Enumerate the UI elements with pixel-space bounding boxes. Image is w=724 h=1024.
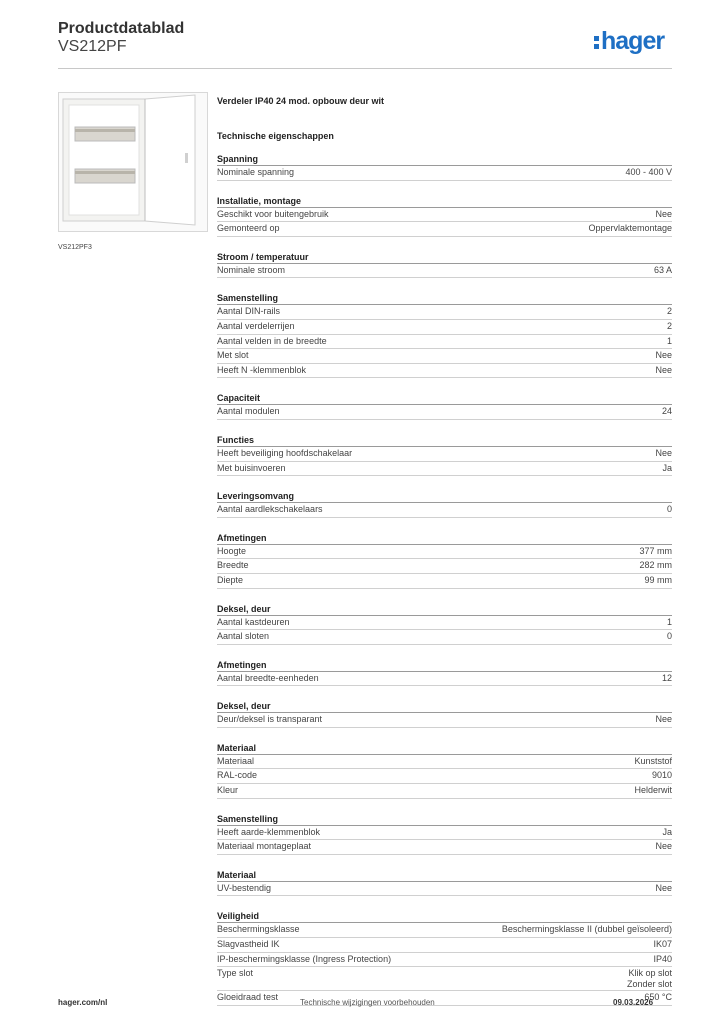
- spec-value: Nee: [655, 208, 672, 219]
- footer-note: Technische wijzigingen voorbehouden: [300, 998, 435, 1007]
- footer-date: 09.03.2026: [613, 998, 654, 1007]
- spec-label: Aantal sloten: [217, 631, 270, 642]
- spec-label: Aantal kastdeuren: [217, 616, 290, 627]
- spec-label: Aantal DIN-rails: [217, 306, 281, 317]
- spec-label: Nominale spanning: [217, 167, 295, 177]
- spec-label: Deur/deksel is transparant: [217, 714, 323, 725]
- spec-section: [217, 742, 672, 799]
- spec-section: [217, 910, 672, 1005]
- spec-value: 2: [666, 306, 672, 317]
- spec-value: Oppervlaktemontage: [588, 223, 672, 234]
- spec-label: Breedte: [217, 560, 249, 571]
- product-title: Verdeler IP40 24 mod. opbouw deur wit: [217, 96, 385, 106]
- spec-row: [217, 616, 672, 631]
- spec-section: [217, 490, 672, 518]
- spec-row: [217, 166, 672, 181]
- spec-label: Aantal verdelerrijen: [217, 320, 295, 331]
- spec-label: Kleur: [217, 785, 239, 796]
- spec-section: [217, 251, 672, 279]
- spec-row: [217, 769, 672, 784]
- spec-label: Aantal modulen: [217, 406, 280, 417]
- spec-section: [217, 659, 672, 687]
- spec-label: Hoogte: [217, 545, 247, 556]
- spec-section: [217, 869, 672, 897]
- product-code: VS212PF: [58, 38, 127, 55]
- product-photo: [58, 92, 208, 232]
- spec-row: [217, 991, 672, 1006]
- spec-label: Aantal aardlekschakelaars: [217, 504, 323, 515]
- spec-value: 282 mm: [639, 560, 672, 571]
- spec-row: [217, 826, 672, 841]
- spec-row: [217, 447, 672, 462]
- section-title: Veiligheid: [217, 910, 672, 923]
- spec-row: [217, 672, 672, 687]
- spec-section: [217, 153, 672, 181]
- spec-row: [217, 713, 672, 728]
- spec-row: [217, 503, 672, 518]
- spec-row: [217, 320, 672, 335]
- spec-sections: [217, 153, 672, 1006]
- spec-section: [217, 434, 672, 476]
- spec-row: [217, 840, 672, 855]
- spec-value: Nee: [655, 714, 672, 725]
- spec-value: Ja: [662, 462, 672, 473]
- section-title: Functies: [217, 434, 672, 447]
- spec-row: [217, 364, 672, 379]
- section-title: Samenstelling: [217, 813, 672, 826]
- logo-text: hager: [601, 27, 665, 55]
- spec-value: 24: [661, 406, 672, 417]
- spec-row: [217, 755, 672, 770]
- spec-value: Ja: [662, 826, 672, 837]
- spec-row: [217, 938, 672, 953]
- spec-row: [217, 462, 672, 477]
- distribution-board-image: [59, 93, 207, 231]
- spec-label: IP-beschermingsklasse (Ingress Protection): [217, 953, 392, 964]
- spec-row: [217, 953, 672, 968]
- section-title: Deksel, deur: [217, 603, 672, 616]
- spec-value: Helderwit: [634, 785, 672, 796]
- spec-section: [217, 603, 672, 645]
- spec-row: [217, 335, 672, 350]
- spec-value: 12: [661, 672, 672, 683]
- spec-row: [217, 305, 672, 320]
- spec-label: Gemonteerd op: [217, 223, 280, 234]
- spec-label: Diepte: [217, 574, 244, 585]
- spec-value: 63 A: [653, 264, 672, 275]
- spec-value: Kunststof: [634, 755, 672, 766]
- spec-value: 0: [666, 631, 672, 642]
- spec-value: Beschermingsklasse II (dubbel geïsoleerd): [501, 924, 672, 935]
- spec-value: Nee: [655, 447, 672, 458]
- section-title: Stroom / temperatuur: [217, 251, 672, 264]
- spec-label: Geschikt voor buitengebruik: [217, 208, 329, 219]
- spec-label: UV-bestendig: [217, 882, 272, 893]
- spec-value: 650 °C: [644, 992, 672, 1003]
- section-title: Afmetingen: [217, 532, 672, 545]
- spec-row: [217, 208, 672, 223]
- spec-section: [217, 392, 672, 420]
- tech-title: Technische eigenschappen: [217, 131, 334, 141]
- spec-label: Type slot: [217, 968, 254, 979]
- section-title: Leveringsomvang: [217, 490, 672, 503]
- spec-row: [217, 222, 672, 237]
- hager-logo: [594, 27, 664, 56]
- spec-value: 1: [666, 335, 672, 346]
- spec-value: 377 mm: [639, 545, 672, 556]
- spec-section: [217, 700, 672, 728]
- section-title: Deksel, deur: [217, 700, 672, 713]
- section-title: Materiaal: [217, 742, 672, 755]
- spec-label: Met slot: [217, 350, 249, 361]
- spec-label: Nominale stroom: [217, 264, 286, 275]
- spec-label: Aantal velden in de breedte: [217, 335, 327, 346]
- spec-section: [217, 813, 672, 855]
- spec-label: Materiaal montageplaat: [217, 841, 312, 852]
- spec-value: Nee: [655, 841, 672, 852]
- spec-label: Beschermingsklasse: [217, 924, 300, 935]
- photo-caption: VS212PF3: [58, 244, 92, 251]
- spec-value: Nee: [655, 350, 672, 361]
- spec-value: IK07: [653, 939, 672, 950]
- page-title: Productdatablad: [58, 20, 185, 37]
- spec-row: [217, 630, 672, 645]
- spec-value: IP40: [653, 953, 672, 964]
- spec-value: 0: [666, 504, 672, 515]
- footer-website: hager.com/nl: [58, 998, 108, 1007]
- spec-row: [217, 349, 672, 364]
- spec-value: 99 mm: [644, 574, 672, 585]
- spec-row: [217, 882, 672, 897]
- spec-label: RAL-code: [217, 770, 258, 781]
- section-title: Installatie, montage: [217, 195, 672, 208]
- spec-value: 9010: [651, 770, 672, 781]
- spec-label: Materiaal: [217, 755, 255, 766]
- spec-value: Nee: [655, 882, 672, 893]
- spec-row: [217, 405, 672, 420]
- spec-label: Met buisinvoeren: [217, 462, 286, 473]
- spec-row: [217, 784, 672, 799]
- spec-label: Gloeidraad test: [217, 992, 279, 1003]
- spec-content: [217, 96, 672, 1020]
- spec-value: 2: [666, 320, 672, 331]
- spec-row: [217, 264, 672, 279]
- spec-label: Heeft beveiliging hoofdschakelaar: [217, 447, 353, 458]
- spec-row: [217, 559, 672, 574]
- section-title: Materiaal: [217, 869, 672, 882]
- spec-section: [217, 292, 672, 378]
- header-divider: [58, 68, 672, 69]
- spec-value: 1: [666, 616, 672, 627]
- spec-value: Nee: [655, 364, 672, 375]
- spec-label: Heeft N -klemmenblok: [217, 364, 307, 375]
- spec-row: [217, 967, 672, 991]
- spec-row: [217, 923, 672, 938]
- spec-value: 400 - 400 V: [625, 167, 672, 177]
- logo-dots-icon: [594, 33, 599, 52]
- spec-label: Slagvastheid IK: [217, 939, 280, 950]
- spec-section: [217, 532, 672, 589]
- spec-label: Heeft aarde-klemmenblok: [217, 826, 321, 837]
- spec-row: [217, 574, 672, 589]
- section-title: Spanning: [217, 153, 672, 166]
- spec-value: Klik op slot Zonder slot: [626, 968, 672, 990]
- spec-row: [217, 545, 672, 560]
- section-title: Samenstelling: [217, 292, 672, 305]
- spec-section: [217, 195, 672, 237]
- spec-label: Aantal breedte-eenheden: [217, 672, 319, 683]
- section-title: Afmetingen: [217, 659, 672, 672]
- section-title: Capaciteit: [217, 392, 672, 405]
